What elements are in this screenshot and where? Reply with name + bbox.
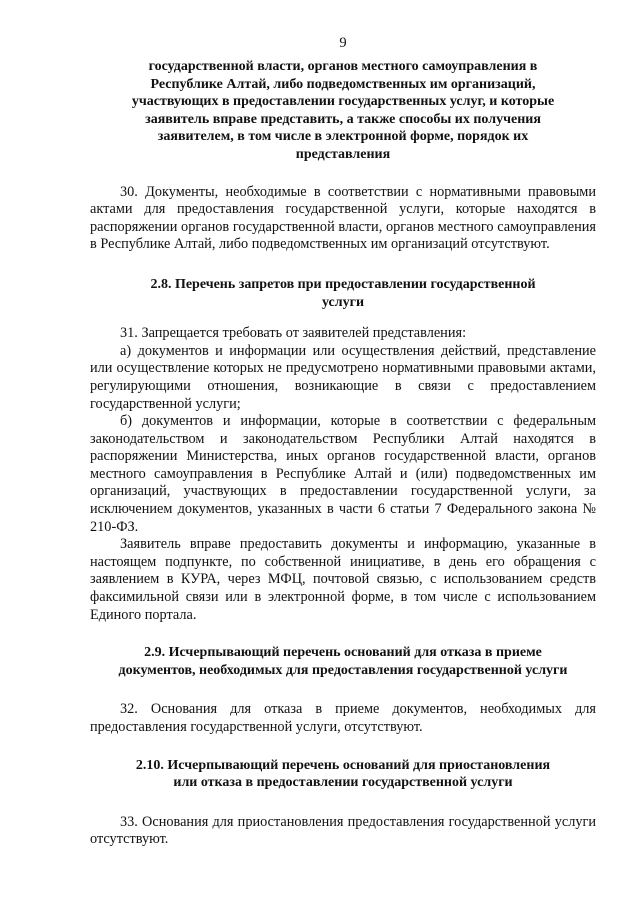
- heading-line: участвующих в предоставлении государственных услуг, и которые: [131, 94, 555, 110]
- heading-line: услуги: [321, 294, 365, 310]
- page-number: 9: [339, 35, 347, 51]
- heading-line: 2.8. Перечень запретов при предоставлении государственной: [150, 276, 536, 292]
- heading-line: 2.9. Исчерпывающий перечень оснований для отказа в приеме: [144, 645, 542, 661]
- paragraph-31: 31. Запрещается требовать от заявителей представления:: [120, 325, 467, 342]
- section-2-10-heading: [90, 757, 596, 792]
- paragraph-31-a: а) документов и информации или осуществления действий, представление или осуществление которых не предусмотрено нормативными правовыми актами, регулирующими отношения, возникающие в связи с предоставлением государственной услуги;: [90, 342, 596, 412]
- heading-line: государственной власти, органов местного самоуправления в: [148, 59, 538, 74]
- section-2-9-heading: [90, 644, 596, 679]
- paragraph-30: 30. Документы, необходимые в соответствии с нормативными правовыми актами для предоставления государственной услуги, которые находятся в распоряжении органов государственной власти, органов местного самоуправления в Республике Алтай, либо подведомственных им организаций отсутствуют.: [90, 183, 596, 253]
- heading-line: 2.10. Исчерпывающий перечень оснований для приостановления: [135, 757, 551, 773]
- paragraph-33: 33. Основания для приостановления предоставления государственной услуги отсутствуют.: [90, 813, 596, 848]
- heading-line: Республике Алтай, либо подведомственных им организаций,: [150, 76, 536, 92]
- paragraph-31-c: Заявитель вправе предоставить документы и информацию, указанные в настоящем подпункте, по собственной инициативе, в день его обращения с заявлением в КУРА, через МФЦ, почтовой связью, с использованием средств факсимильной связи или в электронной форме, в том числе с использованием Единого портала.: [90, 536, 596, 623]
- heading-line: заявитель вправе представить, а также способы их получения: [145, 111, 541, 127]
- paragraph-32: 32. Основания для отказа в приеме документов, необходимых для предоставления государственной услуги, отсутствуют.: [90, 701, 596, 735]
- heading-line: или отказа в предоставлении государственной услуги: [173, 775, 513, 791]
- heading-line: представления: [295, 146, 391, 162]
- paragraph-31-b: б) документов и информации, которые в соответствии с федеральным законодательством и законодательством Республики Алтай находятся в распоряжении Министерства, иных органов государственной власти, органов местного самоуправления в Республике Алтай и (или) подведомственных им организаций, участвующих в предоставлении государственной услуги, за исключением документов, указанных в части 6 статьи 7 Федерального закона № 210-ФЗ.: [90, 413, 596, 535]
- intro-heading: [90, 58, 596, 164]
- section-2-8-heading: [90, 276, 596, 311]
- heading-line: заявителем, в том числе в электронной форме, порядок их: [157, 129, 529, 145]
- heading-line: документов, необходимых для предоставления государственной услуги: [118, 662, 568, 678]
